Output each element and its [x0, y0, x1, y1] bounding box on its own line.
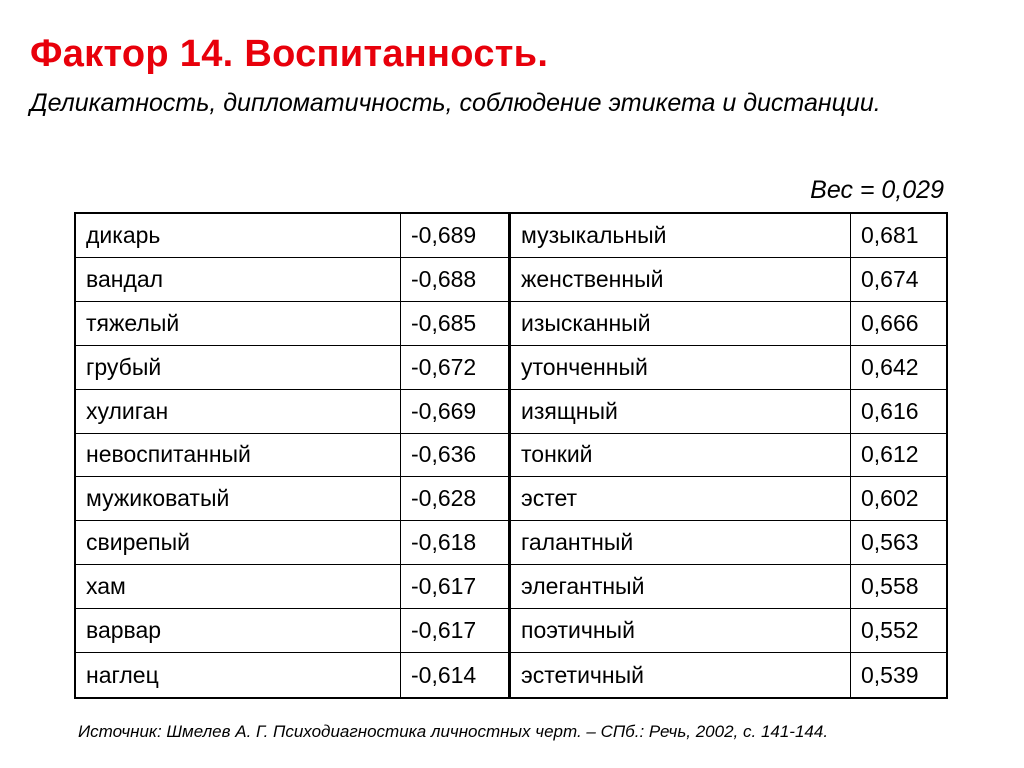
negative-value-cell: -0,617	[401, 609, 511, 653]
positive-value-cell: 0,539	[861, 661, 919, 688]
negative-value-cell: -0,689	[401, 214, 511, 258]
positive-word-cell: утонченный	[511, 346, 851, 390]
positive-value-cell: 0,616	[851, 390, 946, 434]
negative-value-cell: -0,617	[401, 565, 511, 609]
positive-value-cell: 0,612	[851, 434, 946, 478]
positive-value-cell: 0,666	[851, 302, 946, 346]
positive-value-cell: 0,552	[851, 609, 946, 653]
positive-word-cell: элегантный	[511, 565, 851, 609]
page-title: Фактор 14. Воспитанность.	[30, 33, 549, 75]
negative-value-cell: -0,614	[401, 653, 511, 697]
negative-word-cell: мужиковатый	[76, 477, 401, 521]
positive-value-cell: 0,602	[851, 477, 946, 521]
negative-word-cell: грубый	[76, 346, 401, 390]
factor-table	[74, 212, 948, 699]
negative-word-cell: наглец	[76, 653, 401, 697]
positive-word-cell: музыкальный	[511, 214, 851, 258]
positive-word-cell: поэтичный	[511, 609, 851, 653]
positive-value-cell: 0,674	[851, 258, 946, 302]
positive-word-cell: эстет	[511, 477, 851, 521]
positive-word-cell: эстетичный	[511, 653, 851, 697]
positive-word-cell: изысканный	[511, 302, 851, 346]
negative-value-cell: -0,669	[401, 390, 511, 434]
positive-word-cell: женственный	[511, 258, 851, 302]
negative-word-cell: невоспитанный	[76, 434, 401, 478]
positive-word-cell: галантный	[511, 521, 851, 565]
negative-word-cell: свирепый	[76, 521, 401, 565]
positive-value-cell: 0,563	[851, 521, 946, 565]
positive-word-cell: тонкий	[511, 434, 851, 478]
negative-word-cell: дикарь	[76, 214, 401, 258]
positive-value-cell: 0,681	[851, 214, 946, 258]
weight-label: Вес = 0,029	[810, 176, 944, 204]
negative-word-cell: хулиган	[76, 390, 401, 434]
negative-value-cell: -0,688	[401, 258, 511, 302]
negative-word-cell: хам	[76, 565, 401, 609]
negative-value-cell: -0,672	[401, 346, 511, 390]
negative-word-cell: вандал	[76, 258, 401, 302]
negative-word-cell: тяжелый	[76, 302, 401, 346]
source-citation: Источник: Шмелев А. Г. Психодиагностика личностных черт. – СПб.: Речь, 2002, с. 141-144.	[78, 722, 829, 741]
positive-word-cell: изящный	[511, 390, 851, 434]
positive-value-cell: 0,558	[851, 565, 946, 609]
negative-value-cell: -0,628	[401, 477, 511, 521]
negative-value-cell: -0,685	[401, 302, 511, 346]
subtitle: Деликатность, дипломатичность, соблюдение этикета и дистанции.	[30, 89, 881, 117]
negative-value-cell: -0,618	[401, 521, 511, 565]
positive-value-cell: 0,642	[851, 346, 946, 390]
negative-value-cell: -0,636	[401, 434, 511, 478]
negative-word-cell: варвар	[76, 609, 401, 653]
